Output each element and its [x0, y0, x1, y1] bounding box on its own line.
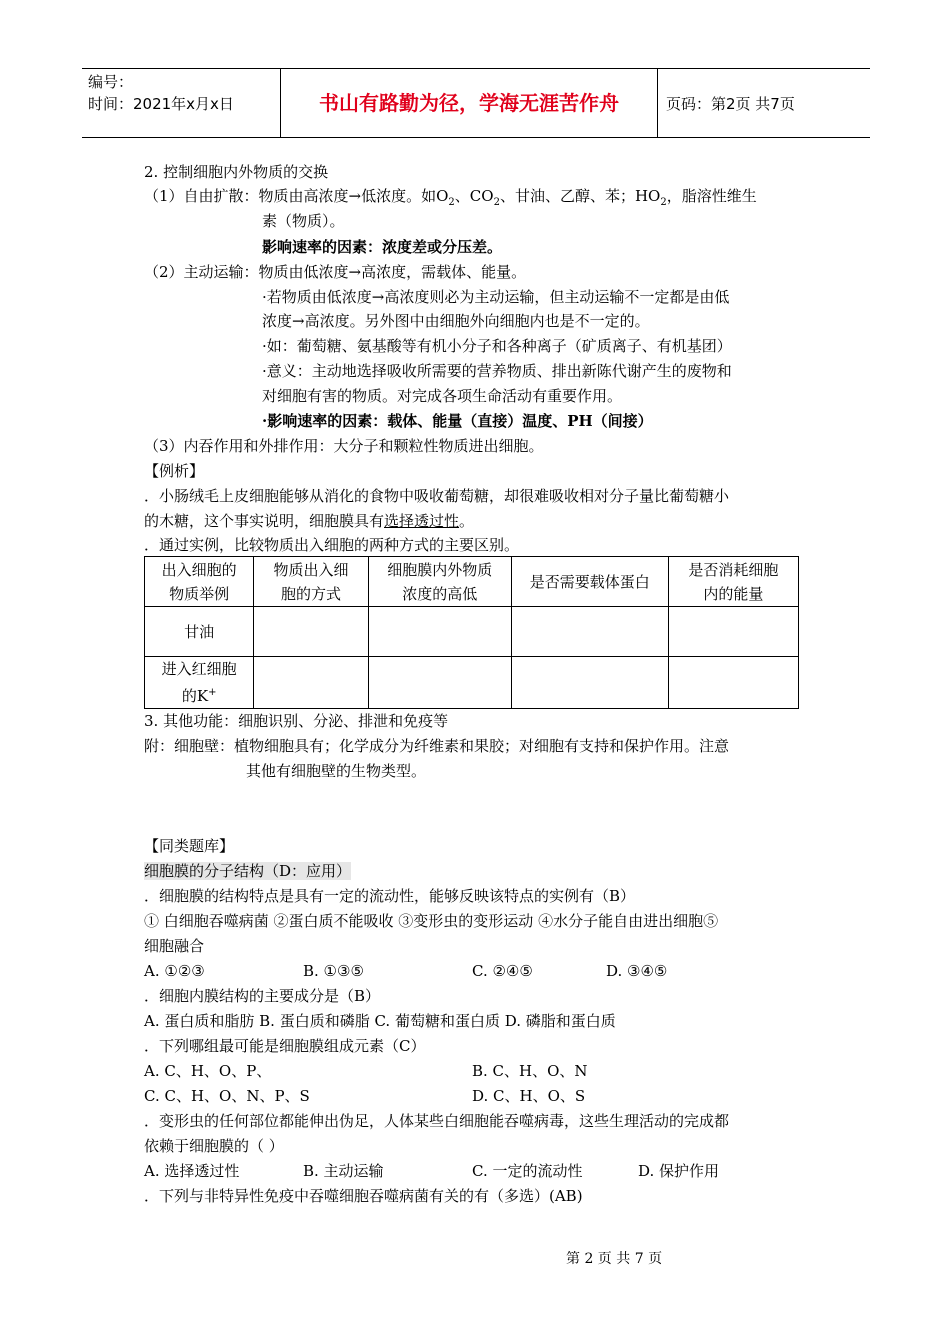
- table-header-row: [145, 557, 799, 607]
- text-line: ．小肠绒毛上皮细胞能够从消化的食物中吸收葡萄糖，却很难吸收相对分子量比葡萄糖小: [144, 487, 730, 505]
- text-line: ·意义：主动地选择吸收所需要的营养物质、排出新陈代谢产生的废物和: [262, 362, 732, 380]
- text-line: 对细胞有害的物质。对完成各项生命活动有重要作用。: [262, 387, 623, 405]
- text-line: 附：细胞壁：植物细胞具有；化学成分为纤维素和果胶；对细胞有支持和保护作用。注意: [144, 737, 730, 755]
- header-divider: [657, 69, 658, 137]
- option: C. 一定的流动性: [472, 1162, 583, 1180]
- table-cell: [254, 607, 368, 657]
- option: B. 主动运输: [303, 1162, 384, 1180]
- text-line: 浓度→高浓度。另外图中由细胞外向细胞内也是不一定的。: [262, 312, 650, 330]
- highlighted-subtitle: 细胞膜的分子结构（D：应用）: [144, 862, 352, 880]
- page-header: [82, 68, 870, 138]
- header-left: [88, 71, 284, 115]
- table-cell: [511, 657, 668, 709]
- answer-underlined: 选择透过性: [384, 512, 460, 530]
- section-label: 【同类题库】: [144, 837, 235, 855]
- question-line: ．下列与非特异性免疫中吞噬细胞吞噬病菌有关的有（多选）(AB): [144, 1187, 583, 1205]
- text-line: 3. 其他功能：细胞识别、分泌、排泄和免疫等: [144, 712, 449, 730]
- table-cell: 进入红细胞 的K+: [145, 657, 254, 709]
- question-line: ．细胞膜的结构特点是具有一定的流动性，能够反映该特点的实例有（B）: [144, 887, 636, 905]
- header-page-info: 页码：第2页 共7页: [666, 95, 795, 113]
- text-line: ．通过实例，比较物质出入细胞的两种方式的主要区别。: [144, 536, 520, 554]
- text-line: 其他有细胞壁的生物类型。: [246, 762, 427, 780]
- footer-page-number: 第 2 页 共 7 页: [566, 1251, 663, 1267]
- option: B. C、H、O、N: [472, 1062, 588, 1080]
- header-motto: 书山有路勤为径，学海无涯苦作舟: [319, 91, 619, 115]
- section-heading: 2. 控制细胞内外物质的交换: [144, 163, 329, 181]
- option: A. 蛋白质和脂肪 B. 蛋白质和磷脂 C. 葡萄糖和蛋白质 D. 磷脂和蛋白质: [144, 1012, 616, 1030]
- question-line: ．变形虫的任何部位都能伸出伪足，人体某些白细胞能吞噬病毒，这些生理活动的完成都: [144, 1112, 730, 1130]
- table-cell: [668, 607, 798, 657]
- text-line: 的木糖，这个事实说明，细胞膜具有选择透过性。: [144, 512, 475, 530]
- table-cell: [368, 657, 511, 709]
- table-header-cell: 细胞膜内外物质 浓度的高低: [368, 557, 511, 607]
- question-line: ．细胞内膜结构的主要成分是（B）: [144, 987, 381, 1005]
- table-cell: 甘油: [145, 607, 254, 657]
- table-cell: [368, 607, 511, 657]
- option: A. C、H、O、P、: [144, 1062, 272, 1080]
- option: D. 保护作用: [638, 1162, 720, 1180]
- table-header-cell: 物质出入细 胞的方式: [254, 557, 368, 607]
- table-header-cell: 是否消耗细胞 内的能量: [668, 557, 798, 607]
- time-label: 时间：2021年x月x日: [88, 95, 234, 113]
- option: D. ③④⑤: [606, 962, 668, 980]
- option: A. ①②③: [144, 962, 205, 980]
- option: C. ②④⑤: [472, 962, 533, 980]
- text-line: （1）自由扩散：物质由高浓度→低浓度。如$O_2$、$CO_2$、甘油、乙醇、苯；$HO_2$，脂溶性维生: [144, 187, 757, 208]
- question-line: 细胞融合: [144, 937, 205, 955]
- table-header-cell: 是否需要载体蛋白: [511, 557, 668, 607]
- question-line: ① 白细胞吞噬病菌 ②蛋白质不能吸收 ③变形虫的变形运动 ④水分子能自由进出细胞⑤: [144, 912, 719, 930]
- number-label: 编号：: [88, 73, 134, 91]
- bold-line: ·影响速率的因素：载体、能量（直接）温度、PH（间接）: [262, 412, 653, 430]
- table-cell: [254, 657, 368, 709]
- option: A. 选择透过性: [144, 1162, 240, 1180]
- text-line: ·如：葡萄糖、氨基酸等有机小分子和各种离子（矿质离子、有机基团）: [262, 337, 732, 355]
- section-label: 【例析】: [144, 462, 205, 480]
- question-line: 依赖于细胞膜的（ ）: [144, 1137, 284, 1155]
- text-line: ·若物质由低浓度→高浓度则必为主动运输，但主动运输不一定都是由低: [262, 288, 730, 306]
- table-row: [145, 657, 799, 709]
- table-cell: [668, 657, 798, 709]
- table-row: [145, 607, 799, 657]
- text-line: （3）内吞作用和外排作用：大分子和颗粒性物质进出细胞。: [144, 437, 544, 455]
- bold-line: 影响速率的因素：浓度差或分压差。: [262, 238, 503, 256]
- option: D. C、H、O、S: [472, 1087, 586, 1105]
- text-line: 素（物质）。: [262, 212, 345, 230]
- question-line: ．下列哪组最可能是细胞膜组成元素（C）: [144, 1037, 426, 1055]
- table-cell: [511, 607, 668, 657]
- comparison-table: [144, 556, 799, 709]
- table-header-cell: 出入细胞的 物质举例: [145, 557, 254, 607]
- text-line: （2）主动运输：物质由低浓度→高浓度，需载体、能量。: [144, 263, 527, 281]
- option: B. ①③⑤: [303, 962, 364, 980]
- option: C. C、H、O、N、P、S: [144, 1087, 310, 1105]
